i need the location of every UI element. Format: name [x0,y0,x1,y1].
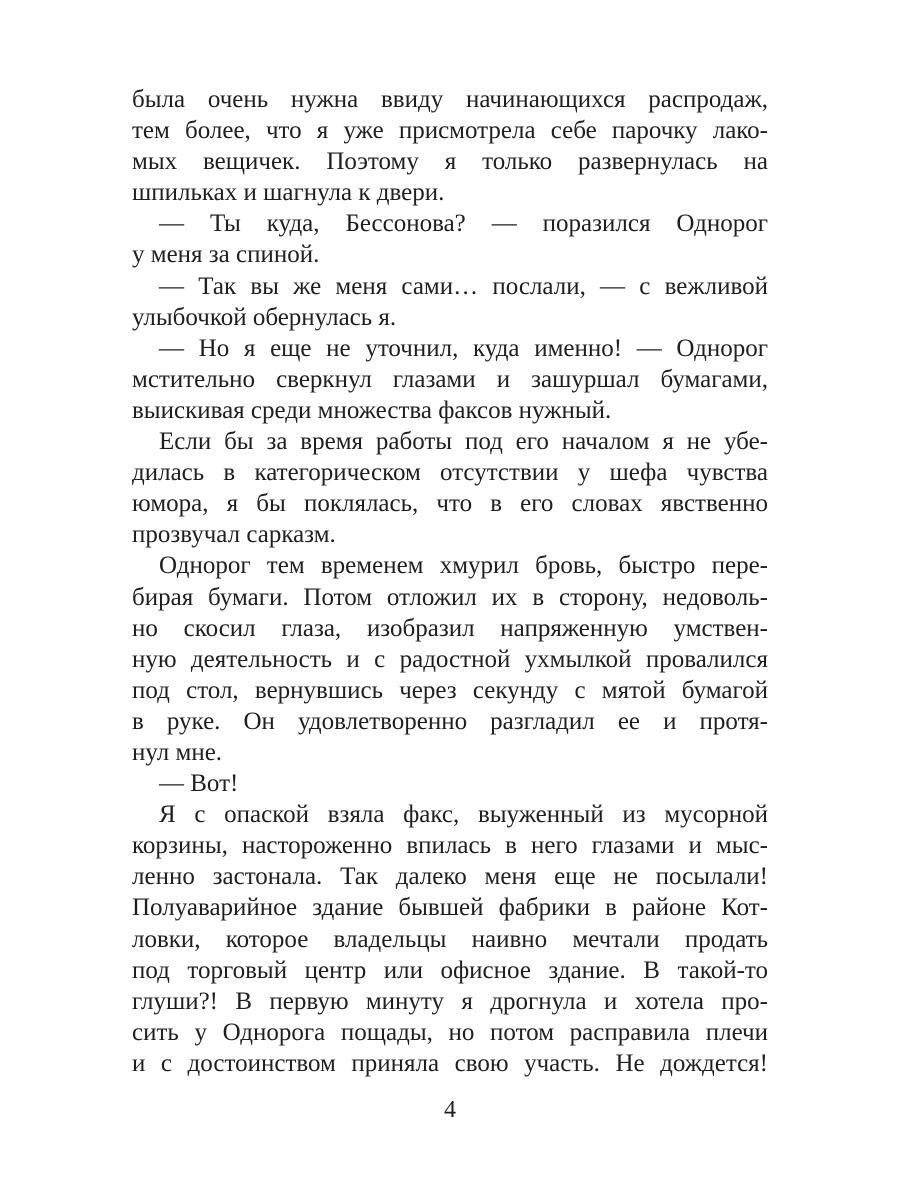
text-line: в руке. Он удовлетворенно разгладил ее и протя- [132,707,768,735]
text-line: была очень нужна ввиду начинающихся распродаж, [132,86,768,113]
text-line: ловки, которое владельцы наивно мечтали продать [132,925,768,953]
text-line: бирая бумаги. Потом отложил их в сторону, недоволь- [132,583,768,611]
text-line: — Но я еще не уточнил, куда именно! — Однорог [159,334,768,362]
text-line: Если бы за время работы под его началом я не убе- [159,428,768,456]
text-line: улыбочкой обернулась я. [132,303,397,331]
text-line: юмора, я бы поклялась, что в его словах явственно [132,490,768,518]
text-line: дилась в категорическом отсутствии у шефа чувства [132,459,768,487]
body-text [132,84,768,1079]
text-line: тем более, что я уже присмотрела себе парочку лако- [132,117,768,145]
text-line: ленно застонала. Так далеко меня еще не посылали! [132,863,768,891]
text-line: — Ты куда, Бессонова? — поразился Однорог [159,210,768,238]
text-line: — Так вы же меня сами… послали, — с вежливой [159,272,768,300]
text-line: Однорог тем временем хмурил бровь, быстро пере- [159,552,768,580]
text-line: под торговый центр или офисное здание. В такой-то [132,956,768,984]
text-line: глуши?! В первую минуту я дрогнула и хотела про- [132,987,768,1015]
text-line: мых вещичек. Поэтому я только развернулась на [132,148,768,176]
text-line: нул мне. [132,738,223,766]
page-number: 4 [444,1097,456,1123]
text-line: сить у Однорога пощады, но потом расправила плечи [132,1018,768,1046]
text-line: но скосил глаза, изобразил напряженную умствен- [132,614,768,642]
text-line: у меня за спиной. [132,241,320,269]
text-line: под стол, вернувшись через секунду с мятой бумагой [132,676,768,704]
text-line: Я с опаской взяла факс, выуженный из мусорной [159,801,768,829]
text-line: и с достоинством приняла свою участь. Не дождется! [132,1049,768,1077]
text-line: ную деятельность и с радостной ухмылкой провалился [132,645,768,673]
text-line: мстительно сверкнул глазами и зашуршал бумагами, [132,365,768,393]
text-line: Полуаварийное здание бывшей фабрики в районе Кот- [132,894,768,922]
text-line: шпильках и шагнула к двери. [132,179,445,207]
text-line: — Вот! [159,770,239,798]
text-line: выискивая среди множества факсов нужный. [132,396,612,424]
text-line: корзины, настороженно впилась в него глазами и мыс- [132,832,768,860]
text-line: прозвучал сарказм. [132,521,336,549]
